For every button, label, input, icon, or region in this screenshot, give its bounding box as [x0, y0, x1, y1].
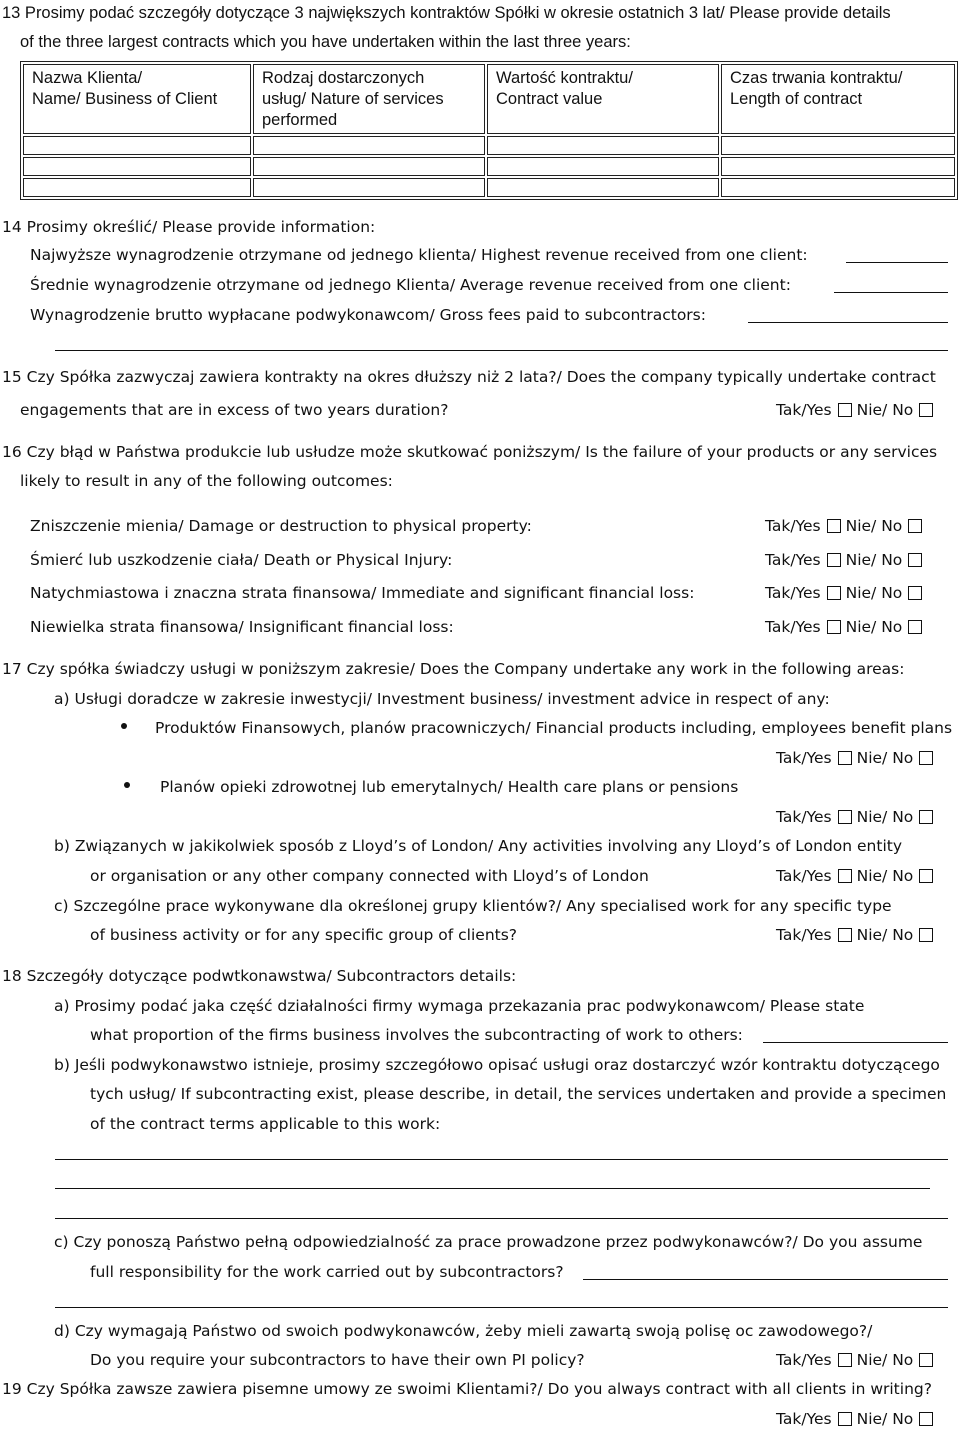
- subcontracting-description-line[interactable]: [55, 1218, 948, 1219]
- yes-checkbox[interactable]: [827, 519, 841, 533]
- responsibility-field-extra[interactable]: [55, 1307, 948, 1308]
- yes-checkbox[interactable]: [838, 1353, 852, 1367]
- gross-fees-field[interactable]: [748, 322, 948, 323]
- q17-b-yes-no: Tak/Yes Nie/ No: [776, 867, 938, 885]
- header-length: Czas trwania kontraktu/ Length of contract: [721, 64, 955, 134]
- no-checkbox[interactable]: [919, 403, 933, 417]
- q17-bullet1-yes-no: Tak/Yes Nie/ No: [776, 749, 938, 767]
- q16-insignificant-loss: Niewielka strata finansowa/ Insignificant financial loss:: [30, 618, 454, 636]
- yes-checkbox[interactable]: [827, 620, 841, 634]
- table-row[interactable]: [23, 157, 955, 176]
- q15-line2: engagements that are in excess of two years duration?: [20, 401, 449, 419]
- q18-c-line1: c) Czy ponoszą Państwo pełną odpowiedzialność za prace prowadzone przez podwykonawców?/ Do you assume: [54, 1233, 923, 1251]
- subcontracting-description-line[interactable]: [55, 1188, 930, 1189]
- yes-checkbox[interactable]: [838, 869, 852, 883]
- q18-b-line2: tych usług/ If subcontracting exist, please describe, in detail, the services undertaken and provide a specimen: [90, 1085, 947, 1103]
- table-cell[interactable]: [253, 136, 485, 155]
- contracts-table: [20, 61, 958, 200]
- q17-c-line2: of business activity or for any specific group of clients?: [90, 926, 518, 944]
- q18-b-line1: b) Jeśli podwykonawstwo istnieje, prosimy szczegółowo opisać usługi oraz dostarczyć wzór kontraktu dotyczącego: [54, 1056, 940, 1074]
- q17-bullet-financial-products: Produktów Finansowych, planów pracowniczych/ Financial products including, employees benefit plans: [155, 719, 953, 737]
- no-checkbox[interactable]: [908, 586, 922, 600]
- yes-checkbox[interactable]: [838, 403, 852, 417]
- no-checkbox[interactable]: [908, 620, 922, 634]
- q18-a-line1: a) Prosimy podać jaka część działalności firmy wymaga przekazania prac podwykonawcom/ Please state: [54, 997, 865, 1015]
- q14-average-revenue: Średnie wynagrodzenie otrzymane od jednego Klienta/ Average revenue received from one client:: [30, 276, 791, 294]
- no-checkbox[interactable]: [919, 751, 933, 765]
- no-checkbox[interactable]: [919, 869, 933, 883]
- no-checkbox[interactable]: [919, 1412, 933, 1426]
- yes-checkbox[interactable]: [838, 810, 852, 824]
- header-value: Wartość kontraktu/ Contract value: [487, 64, 719, 134]
- table-cell[interactable]: [721, 136, 955, 155]
- q19-line1: 19 Czy Spółka zawsze zawiera pisemne umowy ze swoimi Klientami?/ Do you always contract with all clients in writing?: [2, 1380, 932, 1398]
- q16-physical-injury: Śmierć lub uszkodzenie ciała/ Death or Physical Injury:: [30, 551, 453, 569]
- q13-line1: 13 Prosimy podać szczegóły dotyczące 3 największych kontraktów Spółki w okresie ostatnich 3 lat/ Please provide details: [2, 4, 891, 22]
- q18-c-line2: full responsibility for the work carried out by subcontractors?: [90, 1263, 564, 1281]
- bullet-icon: [121, 723, 127, 729]
- subcontracting-description-line[interactable]: [55, 1159, 948, 1160]
- yes-checkbox[interactable]: [827, 553, 841, 567]
- gross-fees-field-extra[interactable]: [55, 350, 948, 351]
- q16-property-yes-no: Tak/Yes Nie/ No: [765, 517, 927, 535]
- yes-checkbox[interactable]: [838, 928, 852, 942]
- header-client: Nazwa Klienta/ Name/ Business of Client: [23, 64, 251, 134]
- table-row[interactable]: [23, 136, 955, 155]
- q18-d-line1: d) Czy wymagają Państwo od swoich podwykonawców, żeby mieli zawartą swoją polisę oc zawodowego?/: [54, 1322, 873, 1340]
- subcontracting-proportion-field[interactable]: [763, 1042, 948, 1043]
- table-cell[interactable]: [721, 178, 955, 197]
- table-row[interactable]: [23, 178, 955, 197]
- q17-title: 17 Czy spółka świadczy usługi w poniższym zakresie/ Does the Company undertake any work in the following areas:: [2, 660, 905, 678]
- q18-d-yes-no: Tak/Yes Nie/ No: [776, 1351, 938, 1369]
- q19-yes-no: Tak/Yes Nie/ No: [776, 1410, 938, 1428]
- q17-b-line1: b) Związanych w jakikolwiek sposób z Lloyd’s of London/ Any activities involving any Lloyd’s of London entity: [54, 837, 903, 855]
- no-checkbox[interactable]: [908, 519, 922, 533]
- table-cell[interactable]: [487, 178, 719, 197]
- q15-yes-no: Tak/Yes Nie/ No: [776, 401, 938, 419]
- q16-property-damage: Zniszczenie mienia/ Damage or destruction to physical property:: [30, 517, 532, 535]
- table-cell[interactable]: [23, 136, 251, 155]
- q16-injury-yes-no: Tak/Yes Nie/ No: [765, 551, 927, 569]
- highest-revenue-field[interactable]: [846, 262, 948, 263]
- q14-gross-fees: Wynagrodzenie brutto wypłacane podwykonawcom/ Gross fees paid to subcontractors:: [30, 306, 706, 324]
- q13-line2: of the three largest contracts which you have undertaken within the last three years:: [20, 33, 631, 51]
- yes-checkbox[interactable]: [838, 751, 852, 765]
- table-cell[interactable]: [253, 157, 485, 176]
- header-services: Rodzaj dostarczonych usług/ Nature of services performed: [253, 64, 485, 134]
- q16-line1: 16 Czy błąd w Państwa produkcie lub usłudze może skutkować poniższym/ Is the failure of your products or any services: [2, 443, 938, 461]
- q17-b-line2: or organisation or any other company connected with Lloyd’s of London: [90, 867, 649, 885]
- yes-checkbox[interactable]: [838, 1412, 852, 1426]
- q17-a: a) Usługi doradcze w zakresie inwestycji/ Investment business/ investment advice in respect of any:: [54, 690, 830, 708]
- q18-d-line2: Do you require your subcontractors to have their own PI policy?: [90, 1351, 585, 1369]
- q17-bullet-health-care: Planów opieki zdrowotnej lub emerytalnych/ Health care plans or pensions: [160, 778, 739, 796]
- q17-c-yes-no: Tak/Yes Nie/ No: [776, 926, 938, 944]
- q14-title: 14 Prosimy określić/ Please provide information:: [2, 218, 376, 236]
- q18-title: 18 Szczegóły dotyczące podwtkonawstwa/ Subcontractors details:: [2, 967, 517, 985]
- q18-b-line3: of the contract terms applicable to this work:: [90, 1115, 441, 1133]
- q16-insignificant-yes-no: Tak/Yes Nie/ No: [765, 618, 927, 636]
- responsibility-field[interactable]: [583, 1279, 948, 1280]
- q15-line1: 15 Czy Spółka zazwyczaj zawiera kontrakty na okres dłuższy niż 2 lata?/ Does the company typically undertake contract: [2, 368, 936, 386]
- table-cell[interactable]: [23, 178, 251, 197]
- q17-c-line1: c) Szczególne prace wykonywane dla określonej grupy klientów?/ Any specialised work for any specific type: [54, 897, 892, 915]
- table-cell[interactable]: [253, 178, 485, 197]
- no-checkbox[interactable]: [919, 1353, 933, 1367]
- yes-checkbox[interactable]: [827, 586, 841, 600]
- no-checkbox[interactable]: [908, 553, 922, 567]
- average-revenue-field[interactable]: [834, 292, 948, 293]
- bullet-icon: [124, 782, 130, 788]
- q16-line2: likely to result in any of the following outcomes:: [20, 472, 393, 490]
- q16-significant-loss: Natychmiastowa i znaczna strata finansowa/ Immediate and significant financial loss:: [30, 584, 695, 602]
- no-checkbox[interactable]: [919, 928, 933, 942]
- table-cell[interactable]: [487, 157, 719, 176]
- q17-bullet2-yes-no: Tak/Yes Nie/ No: [776, 808, 938, 826]
- no-checkbox[interactable]: [919, 810, 933, 824]
- q14-highest-revenue: Najwyższe wynagrodzenie otrzymane od jednego klienta/ Highest revenue received from one client:: [30, 246, 808, 264]
- table-cell[interactable]: [23, 157, 251, 176]
- q18-a-line2: what proportion of the firms business involves the subcontracting of work to others:: [90, 1026, 743, 1044]
- table-cell[interactable]: [721, 157, 955, 176]
- table-cell[interactable]: [487, 136, 719, 155]
- q16-significant-yes-no: Tak/Yes Nie/ No: [765, 584, 927, 602]
